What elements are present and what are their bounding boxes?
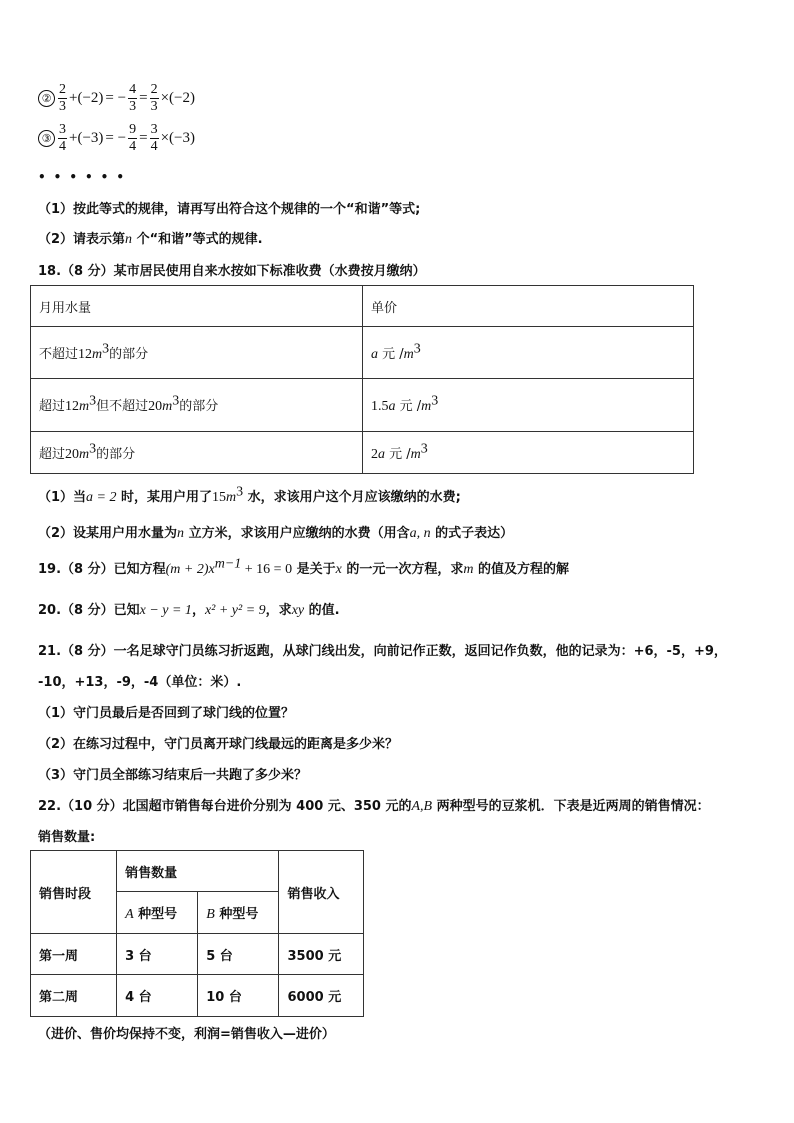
q21-line2: -10，+13，-9，-4（单位：米）. <box>38 675 242 690</box>
period-cell: 第二周 <box>31 975 117 1017</box>
usage-cell: 超过$20m^3$的部分 <box>31 432 363 474</box>
income-cell: 3500 元 <box>279 934 364 975</box>
type-b-cell: 5 台 <box>198 934 279 975</box>
table-header-price: 单价 <box>363 286 694 327</box>
header-period: 销售时段 <box>31 851 117 934</box>
q17-part2: （2）请表示第n 个“和谐”等式的规律. <box>38 232 263 247</box>
circled-number: ② <box>38 90 55 107</box>
fraction: $\frac{2}{3}$ <box>150 81 158 114</box>
q18-title: 18.（8 分）某市居民使用自来水按如下标准收费（水费按月缴纳） <box>38 264 426 279</box>
q18-part2: （2）设某用户用水量为n 立方米，求该用户应缴纳的水费（用含a, n 的式子表达） <box>38 526 514 541</box>
type-a-cell: 3 台 <box>117 934 198 975</box>
q21-part1: （1）守门员最后是否回到了球门线的位置？ <box>38 706 295 721</box>
header-quantity: 销售数量 <box>117 851 279 892</box>
equation-3: ③ $\frac{3}{4}$ +(−3) = − $\frac{9}{4}$ = $\frac{3}{4}$ ×(−3) <box>38 120 196 156</box>
fraction: $\frac{3}{4}$ <box>59 121 66 154</box>
income-cell: 6000 元 <box>279 975 364 1017</box>
fraction: $\frac{4}{3}$ <box>129 81 137 114</box>
q17-part1: （1）按此等式的规律，请再写出符合这个规律的一个“和谐”等式; <box>38 202 421 217</box>
q18-part1: （1）当a = 2 时，某用户用了$15m^3$ 水，求该用户这个月应该缴纳的水费; <box>38 484 461 505</box>
table-header-usage: 月用水量 <box>31 286 363 327</box>
fraction: $\frac{2}{3}$ <box>59 81 66 114</box>
q22-note: （进价、售价均保持不变，利润=销售收入—进价） <box>38 1027 335 1042</box>
usage-cell: 不超过$12m^3$的部分 <box>31 327 363 379</box>
header-type-b: B 种型号 <box>198 892 279 934</box>
ellipsis-dots: •••••• <box>38 170 133 184</box>
table-row <box>31 432 694 474</box>
q19: 19.（8 分）已知方程$(m + 2)x^{m-1} + 16 = 0$ 是关于x 的一元一次方程，求m 的值及方程的解 <box>38 556 570 577</box>
q21-part3: （3）守门员全部练习结束后一共跑了多少米？ <box>38 768 308 783</box>
circled-number: ③ <box>38 130 55 147</box>
q21-part2: （2）在练习过程中，守门员离开球门线最远的距离是多少米？ <box>38 737 399 752</box>
period-cell: 第一周 <box>31 934 117 975</box>
q20: 20.（8 分）已知x − y = 1，x² + y² = 9，求xy 的值. <box>38 603 340 618</box>
price-cell: 1.5a 元 $/m^3$ <box>363 379 694 432</box>
q21-line1: 21.（8 分）一名足球守门员练习折返跑，从球门线出发，向前记作正数，返回记作负数，他的记录为：+6，-5，+9， <box>38 644 727 659</box>
sales-table <box>30 850 364 1017</box>
table-row <box>31 327 694 379</box>
type-a-cell: 4 台 <box>117 975 198 1017</box>
fraction: $\frac{3}{4}$ <box>150 121 158 154</box>
table-row <box>31 379 694 432</box>
header-income: 销售收入 <box>279 851 364 934</box>
water-price-table <box>30 285 694 474</box>
usage-cell: 超过$12m^3$但不超过$20m^3$的部分 <box>31 379 363 432</box>
equation-2: ② $\frac{2}{3}$ +(−2) = − $\frac{4}{3}$ = $\frac{2}{3}$ ×(−2) <box>38 80 196 116</box>
table-row <box>31 934 364 975</box>
fraction: $\frac{9}{4}$ <box>129 121 137 154</box>
q22-subtitle: 销售数量: <box>38 830 96 845</box>
price-cell: a 元 $/m^3$ <box>363 327 694 379</box>
header-type-a: A 种型号 <box>117 892 198 934</box>
type-b-cell: 10 台 <box>198 975 279 1017</box>
q22-title: 22.（10 分）北国超市销售每台进价分别为 400 元、350 元的A,B 两种型号的豆浆机．下表是近两周的销售情况： <box>38 799 710 814</box>
table-row <box>31 975 364 1017</box>
price-cell: 2a 元 $/m^3$ <box>363 432 694 474</box>
